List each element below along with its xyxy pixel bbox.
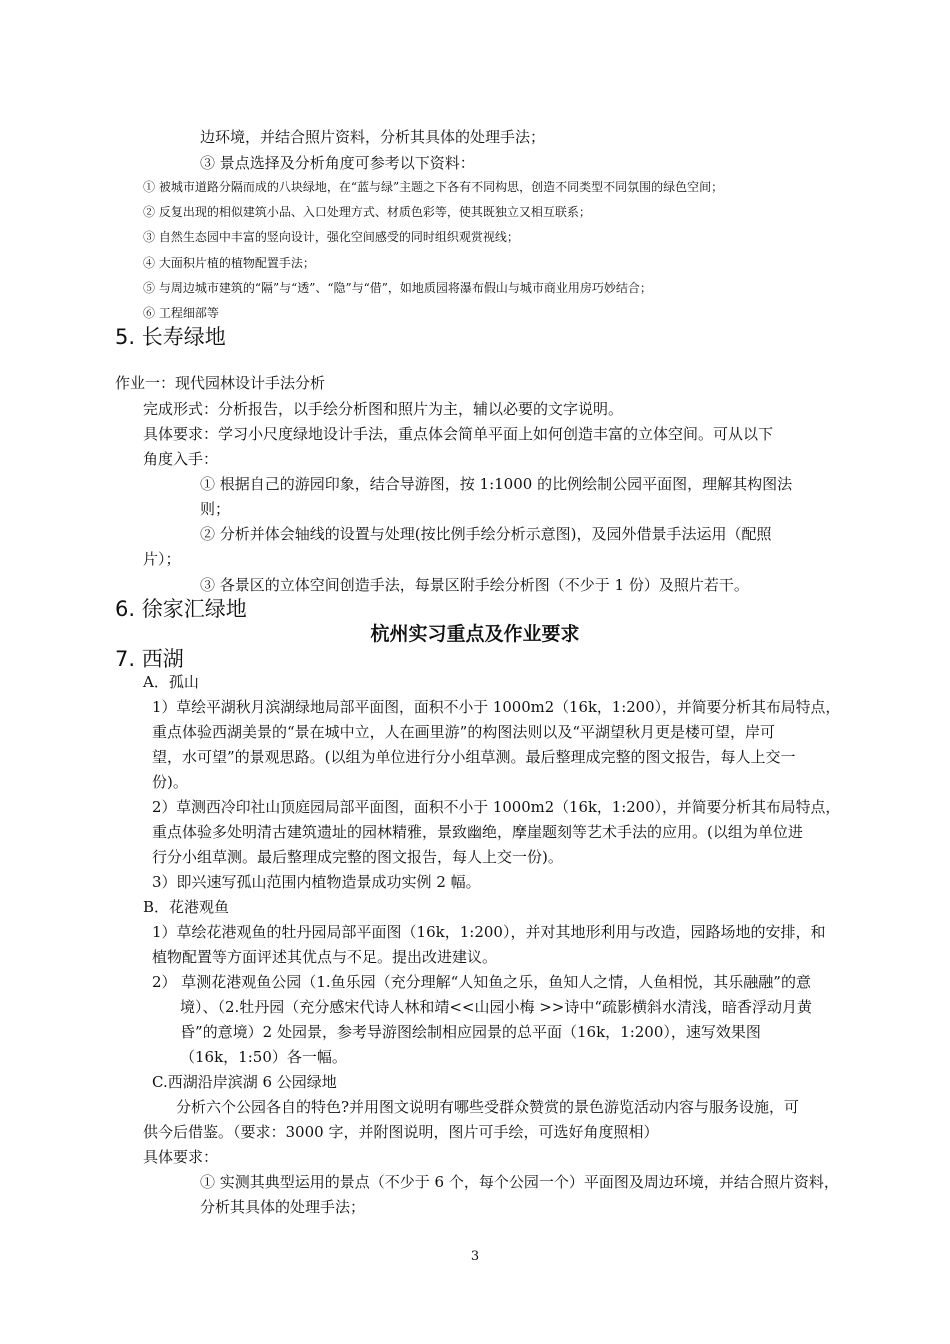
reference-item: ② 反复出现的相似建筑小品、入口处理方式、材质色彩等，使其既独立又相互联系； [143,205,591,219]
list-item: 则； [200,500,231,518]
body-text-line: 1）草绘花港观鱼的牡丹园局部平面图（16k，1:200），并对其地形利用与改造，园路场地的安排，和 [152,923,826,941]
body-text-line: 1）草绘平湖秋月滨湖绿地局部平面图，面积不小于 1000m2（16k，1:200），并简要分析其布局特点， [152,698,841,716]
section-heading: 6. 徐家汇绿地 [115,597,247,621]
body-text-line: 望，水可望”的景观思路。(以组为单位进行分小组草测。最后整理成完整的图文报告，每人上交一 [152,748,796,766]
body-text-line: 具体要求： [143,1148,219,1166]
body-text-line: （16k，1:50）各一幅。 [180,1048,347,1066]
body-text-line: 境）、（2.牡丹园（充分感宋代诗人林和靖<<山园小梅 >>诗中“疏影横斜水清浅，暗香浮动月黄 [180,998,813,1016]
body-text-line: 昏”的意境）2 处园景，参考导游图绘制相应园景的总平面（16k，1:200），速写效果图 [180,1023,761,1041]
subsection-label: A．孤山 [143,673,199,691]
reference-item: ④ 大面积片植的植物配置手法； [143,256,315,270]
list-item: ① 实测其典型运用的景点（不少于 6 个，每个公园一个）平面图及周边环境，并结合照片资料， [200,1173,839,1191]
body-text-line: 角度入手： [143,450,219,468]
body-text-line: 完成形式：分析报告，以手绘分析图和照片为主，辅以必要的文字说明。 [143,400,624,418]
page-title: 杭州实习重点及作业要求 [370,623,580,645]
list-item: ① 根据自己的游园印象，结合导游图，按 1:1000 的比例绘制公园平面图，理解其构图法 [200,475,793,493]
body-text-line: 具体要求：学习小尺度绿地设计手法，重点体会简单平面上如何创造丰富的立体空间。可从以下 [143,425,774,443]
body-text-line: 份)。 [152,773,188,791]
body-text-line: 3）即兴速写孤山范围内植物造景成功实例 2 幅。 [152,873,481,891]
reference-item: ③ 自然生态园中丰富的竖向设计，强化空间感受的同时组织观赏视线； [143,230,519,244]
body-text-line: 边环境，并结合照片资料，分析其具体的处理手法； [200,128,546,146]
subsection-label: C.西湖沿岸滨湖 6 公园绿地 [152,1073,337,1091]
list-item: ② 分析并体会轴线的设置与处理(按比例手绘分析示意图)，及园外借景手法运用（配照 [200,525,772,543]
section-heading: 7. 西湖 [115,647,184,671]
reference-item: ① 被城市道路分隔而成的八块绿地，在“蓝与绿”主题之下各有不同构思，创造不同类型不同氛围的绿色空间； [143,180,724,194]
body-text-line: 供今后借鉴。（要求：3000 字，并附图说明，图片可手绘，可选好角度照相） [143,1123,659,1141]
list-item: ③ 各景区的立体空间创造手法，每景区附手绘分析图（不少于 1 份）及照片若干。 [200,576,749,594]
body-text-line: 2） 草测花港观鱼公园（1.鱼乐园（充分理解“人知鱼之乐，鱼知人之情，人鱼相悦，其乐融融”的意 [152,973,811,991]
subsection-label: B．花港观鱼 [143,898,230,916]
body-text-line: 2）草测西冷印社山顶庭园局部平面图，面积不小于 1000m2（16k，1:200），并简要分析其布局特点， [152,798,841,816]
body-text-line: 植物配置等方面评述其优点与不足。提出改进建议。 [152,948,498,966]
reference-item: ⑤ 与周边城市建筑的“隔”与“透”、“隐”与“借”，如地质园将瀑布假山与城市商业用房巧妙结合； [143,281,652,295]
section-heading: 5. 长寿绿地 [115,325,226,349]
list-item: 片）； [143,550,181,568]
body-text-line: 重点体验多处明清古建筑遗址的园林精雅，景致幽绝，摩崖题刻等艺术手法的应用。(以组为单位进 [152,823,803,841]
assignment-title: 作业一：现代园林设计手法分析 [115,374,326,392]
list-item: 分析其具体的处理手法； [200,1198,366,1216]
body-text-line: 行分小组草测。最后整理成完整的图文报告，每人上交一份)。 [152,848,563,866]
page-number: 3 [470,1249,480,1264]
body-text-line: 重点体验西湖美景的“景在城中立，人在画里游”的构图法则以及“平湖望秋月更是楼可望，岸可 [152,723,776,741]
reference-item: ⑥ 工程细部等 [143,306,219,320]
body-text-line: 分析六个公园各自的特色?并用图文说明有哪些受群众赞赏的景色游览活动内容与服务设施，可 [176,1098,800,1116]
body-text-line: ③ 景点选择及分析角度可参考以下资料： [200,154,475,172]
